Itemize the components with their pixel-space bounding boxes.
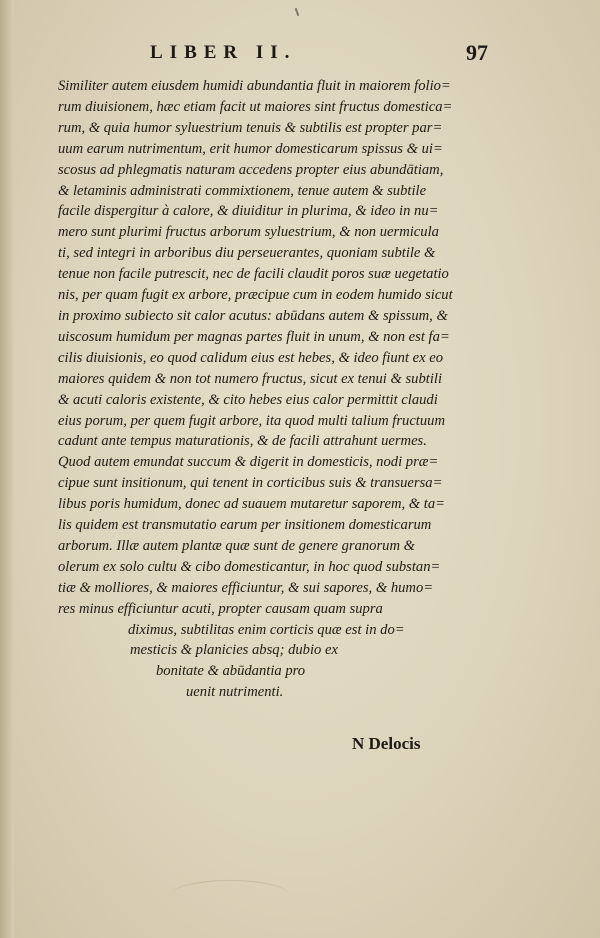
- binding-gutter: [0, 0, 14, 938]
- text-line: libus poris humidum, donec ad suauem mutaretur saporem, & ta=: [58, 496, 445, 513]
- text-line: rum, & quia humor syluestrium tenuis & subtilis est propter par=: [58, 119, 443, 136]
- show-through-mark: [170, 880, 290, 911]
- text-line: lis quidem est transmutatio earum per insitionem domesticarum: [58, 517, 432, 534]
- text-line: in proximo subiecto sit calor acutus: abūdans autem & spissum, &: [58, 307, 448, 324]
- text-line: facile dispergitur à calore, & diuiditur in plurima, & ideo in nu=: [58, 203, 439, 220]
- catchword: N Delocis: [352, 734, 421, 753]
- text-line: ti, sed integri in arboribus diu perseuerantes, quoniam subtile &: [58, 245, 436, 262]
- text-line: olerum ex solo cultu & cibo domesticantur, in hoc quod substan=: [58, 558, 441, 575]
- text-line: cadunt ante tempus maturationis, & de facili attrahunt uermes.: [58, 433, 427, 450]
- text-line: tenue non facile putrescit, nec de facili claudit poros suæ uegetatio: [58, 266, 449, 283]
- text-line: mero sunt plurimi fructus arborum syluestrium, & non uermicula: [58, 224, 439, 241]
- page-number: 97: [466, 40, 488, 65]
- text-line: cipue sunt insitionum, qui tenent in corticibus suis & transuersa=: [58, 475, 443, 492]
- text-line: & letaminis administrati commixtionem, tenue autem & subtile: [58, 182, 427, 199]
- text-line: mesticis & planicies absq; dubio ex: [130, 642, 338, 659]
- text-line: Quod autem emundat succum & digerit in domesticis, nodi præ=: [58, 454, 439, 471]
- text-line: res minus efficiuntur acuti, propter causam quam supra: [58, 600, 383, 617]
- text-line: uiscosum humidum per magnas partes fluit in unum, & non est fa=: [58, 328, 450, 345]
- text-line: uum earum nutrimentum, erit humor domesticarum spissus & ui=: [58, 140, 443, 157]
- page-header: [80, 40, 488, 72]
- text-line: cilis diuisionis, eo quod calidum eius est hebes, & ideo fiunt ex eo: [58, 349, 444, 366]
- text-line: bonitate & abūdantia pro: [156, 663, 306, 680]
- ink-mark: [295, 8, 300, 16]
- text-line: & acuti caloris existente, & cito hebes eius calor permittit claudi: [58, 391, 438, 408]
- text-line: eius porum, per quem fugit arbore, ita quod multi talium fructuum: [58, 412, 445, 429]
- text-line: nis, per quam fugit ex arbore, præcipue cum in eodem humido sicut: [58, 287, 453, 304]
- text-line: diximus, subtilitas enim corticis quæ est in do=: [128, 621, 405, 638]
- running-head: LIBER II.: [150, 42, 297, 63]
- body-text: [58, 76, 458, 703]
- text-line: maiores quidem & non tot numero fructus, sicut ex tenui & subtili: [58, 370, 442, 387]
- text-line: tiæ & molliores, & maiores efficiuntur, & sui sapores, & humo=: [58, 579, 434, 596]
- text-line: uenit nutrimenti.: [186, 684, 284, 701]
- text-line: arborum. Illæ autem plantæ quæ sunt de genere granorum &: [58, 537, 415, 554]
- text-line: Similiter autem eiusdem humidi abundantia fluit in maiorem folio=: [58, 78, 451, 94]
- text-line: scosus ad phlegmatis naturam accedens propter eius abundātiam,: [58, 161, 444, 178]
- text-line: rum diuisionem, hæc etiam facit ut maiores sint fructus domestica=: [58, 98, 453, 115]
